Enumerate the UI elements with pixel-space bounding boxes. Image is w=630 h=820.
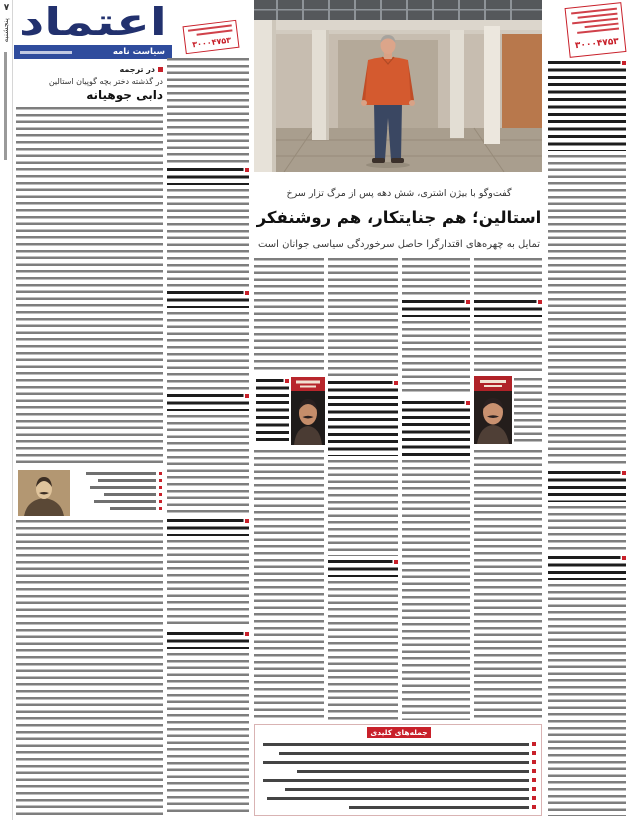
key-sentences-box bbox=[254, 724, 542, 816]
interview-question bbox=[167, 168, 249, 185]
red-bullet-icon bbox=[532, 742, 536, 746]
red-bullet-icon bbox=[532, 778, 536, 782]
newspaper-logo bbox=[14, 0, 172, 44]
key-sentence-item bbox=[260, 787, 536, 791]
interview-question bbox=[548, 556, 626, 580]
interview-question bbox=[548, 471, 626, 502]
key-sentence-text bbox=[263, 761, 529, 764]
list-item-text bbox=[90, 486, 156, 489]
list-item bbox=[74, 472, 162, 475]
key-sentences-title: جمله‌های کلیدی bbox=[367, 727, 431, 738]
key-sentence-text bbox=[263, 779, 529, 782]
translation-body-text bbox=[16, 107, 163, 466]
body-text-block bbox=[548, 584, 626, 816]
body-text-block bbox=[474, 321, 542, 372]
key-sentence-item bbox=[260, 760, 536, 764]
red-bullet-icon bbox=[245, 394, 250, 398]
red-bullet-icon bbox=[532, 796, 536, 800]
weekday: پنجشنبه bbox=[1, 18, 10, 43]
red-bullet-icon bbox=[245, 632, 250, 636]
interview-question bbox=[474, 300, 542, 317]
red-bullet-icon bbox=[532, 769, 536, 773]
key-sentence-text bbox=[267, 797, 529, 800]
list-item-text bbox=[86, 472, 156, 475]
body-text-block bbox=[402, 321, 470, 396]
key-sentence-item bbox=[260, 769, 536, 773]
sms-number: ۳۰۰۰۴۷۵۳ bbox=[191, 35, 232, 50]
pull-quote bbox=[328, 381, 398, 456]
red-bullet-icon bbox=[622, 556, 627, 560]
interview-question bbox=[167, 632, 249, 649]
book-cover-image bbox=[474, 376, 512, 444]
body-text-block bbox=[167, 189, 249, 287]
red-bullet-icon bbox=[159, 500, 162, 503]
red-bullet-icon bbox=[158, 67, 163, 72]
body-text-block bbox=[167, 312, 249, 390]
red-bullet-icon bbox=[159, 493, 162, 496]
translation-overline: در گذشته دختر بچه گوپیان استالین bbox=[48, 77, 163, 86]
red-bullet-icon bbox=[622, 61, 627, 65]
body-text-block bbox=[402, 258, 470, 296]
key-sentence-item bbox=[260, 778, 536, 782]
list-item bbox=[74, 486, 162, 489]
interview-question bbox=[167, 394, 249, 411]
key-sentence-text bbox=[263, 743, 529, 746]
key-sentence-item bbox=[260, 805, 536, 809]
stalin-portrait-photo bbox=[18, 470, 70, 516]
red-bullet-icon bbox=[532, 760, 536, 764]
red-bullet-icon bbox=[245, 519, 250, 523]
red-bullet-icon bbox=[159, 479, 162, 482]
page-number: ۷ bbox=[3, 3, 10, 13]
body-text-block bbox=[254, 258, 324, 372]
body-text-block bbox=[167, 58, 249, 164]
body-text-block bbox=[328, 460, 398, 556]
red-bullet-icon bbox=[466, 401, 471, 405]
key-sentence-item bbox=[260, 742, 536, 746]
red-bullet-icon bbox=[538, 300, 543, 304]
body-text-block bbox=[328, 581, 398, 720]
date-strip-rule bbox=[12, 0, 13, 820]
article-headline: استالین؛ هم جنایتکار، هم روشنفکر bbox=[256, 208, 542, 227]
body-text-block bbox=[254, 450, 324, 720]
book-caption bbox=[402, 401, 470, 456]
red-bullet-icon bbox=[394, 381, 399, 385]
red-bullet-icon bbox=[159, 486, 162, 489]
list-item-text bbox=[110, 507, 156, 510]
stamp-text-line bbox=[577, 28, 619, 34]
biography-timeline-list bbox=[74, 471, 162, 515]
translation-body-text bbox=[16, 520, 163, 816]
red-bullet-icon bbox=[245, 168, 250, 172]
body-text-block bbox=[328, 258, 398, 376]
article-subtitle: تمایل به چهره‌های اقتدارگرا حاصل سرخوردگی سیاسی جوانان است bbox=[257, 239, 541, 250]
sms-number: ۳۰۰۰۴۷۵۳ bbox=[574, 36, 620, 52]
interview-question bbox=[167, 291, 249, 308]
red-bullet-icon bbox=[285, 379, 290, 383]
translation-section-label bbox=[16, 64, 163, 75]
body-text-block bbox=[167, 415, 249, 515]
red-bullet-icon bbox=[394, 560, 399, 564]
body-text-block bbox=[474, 450, 542, 720]
red-bullet-icon bbox=[622, 471, 627, 475]
red-bullet-icon bbox=[532, 751, 536, 755]
body-text-block bbox=[402, 460, 470, 720]
book-caption-text bbox=[514, 378, 542, 444]
key-sentence-text bbox=[285, 788, 529, 791]
interview-question bbox=[167, 519, 249, 536]
list-item-text bbox=[104, 493, 156, 496]
section-contact-line bbox=[20, 51, 72, 54]
interviewee-photo bbox=[254, 0, 542, 172]
body-text-block bbox=[548, 155, 626, 467]
body-text-block bbox=[167, 653, 249, 816]
body-text-block bbox=[548, 506, 626, 552]
body-text-block bbox=[167, 540, 249, 628]
key-sentence-text bbox=[297, 770, 529, 773]
issue-date-line-rest bbox=[4, 52, 7, 160]
list-item bbox=[74, 493, 162, 496]
key-sentence-item bbox=[260, 796, 536, 800]
list-item bbox=[74, 507, 162, 510]
section-title: سیاست نامه bbox=[112, 47, 165, 57]
list-item bbox=[74, 500, 162, 503]
red-bullet-icon bbox=[245, 291, 250, 295]
article-kicker: گفت‌وگو با بیژن اشتری، شش دهه پس از مرگ تزار سرخ bbox=[286, 188, 512, 199]
logo-text: اعتماد bbox=[19, 0, 167, 44]
translation-title: دابی جوهیانه bbox=[86, 88, 163, 102]
sms-stamp-right bbox=[565, 2, 627, 58]
article-intro bbox=[548, 61, 626, 151]
list-item bbox=[74, 479, 162, 482]
section-band bbox=[14, 45, 172, 59]
list-item-text bbox=[98, 479, 156, 482]
red-bullet-icon bbox=[159, 507, 162, 510]
key-sentence-text bbox=[279, 752, 529, 755]
book-caption bbox=[256, 379, 289, 445]
red-bullet-icon bbox=[532, 805, 536, 809]
book-cover-image bbox=[291, 377, 325, 445]
interview-question bbox=[328, 560, 398, 577]
key-sentence-text bbox=[349, 806, 529, 809]
sms-stamp-left bbox=[182, 20, 239, 54]
red-bullet-icon bbox=[159, 472, 162, 475]
list-item-text bbox=[94, 500, 156, 503]
red-bullet-icon bbox=[532, 787, 536, 791]
red-bullet-icon bbox=[466, 300, 471, 304]
key-sentence-item bbox=[260, 751, 536, 755]
body-text-block bbox=[474, 258, 542, 296]
translation-label-text: در ترجمه bbox=[119, 65, 155, 74]
interview-question bbox=[402, 300, 470, 317]
